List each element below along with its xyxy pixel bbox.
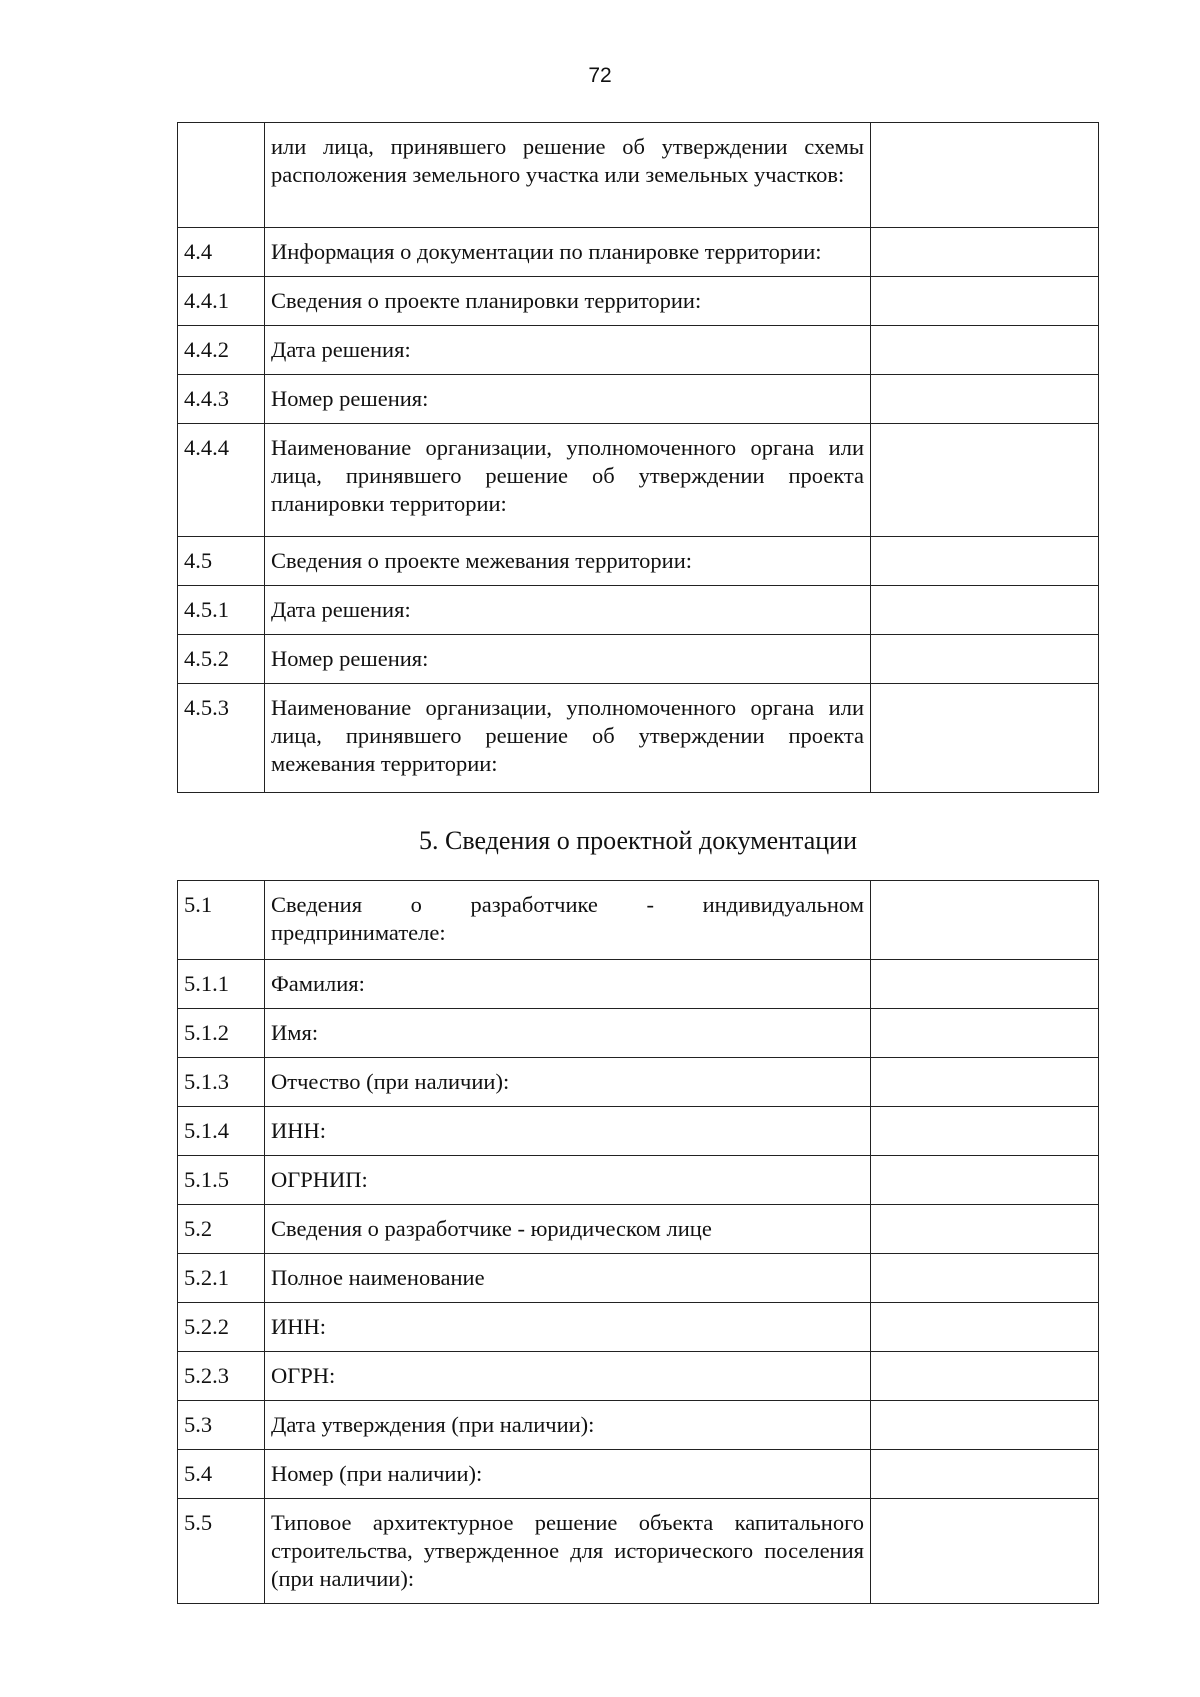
- row-value-cell[interactable]: [871, 1205, 1099, 1254]
- row-label: Дата утверждения (при наличии):: [265, 1401, 871, 1450]
- table-row: [178, 1156, 1099, 1205]
- row-value-cell[interactable]: [871, 684, 1099, 793]
- row-number: 5.4: [178, 1450, 265, 1499]
- table-section-4: [177, 122, 1099, 793]
- row-number: 5.1.5: [178, 1156, 265, 1205]
- table-row: [178, 1058, 1099, 1107]
- table-row: [178, 635, 1099, 684]
- row-number: 5.2.2: [178, 1303, 265, 1352]
- row-label: ОГРНИП:: [265, 1156, 871, 1205]
- row-number: 4.4.4: [178, 424, 265, 537]
- row-number: 5.1.2: [178, 1009, 265, 1058]
- row-label: Номер решения:: [265, 375, 871, 424]
- table-row: [178, 424, 1099, 537]
- table-row: [178, 123, 1099, 228]
- row-value-cell[interactable]: [871, 1401, 1099, 1450]
- table-row: [178, 1254, 1099, 1303]
- row-value-cell[interactable]: [871, 537, 1099, 586]
- row-value-cell[interactable]: [871, 1499, 1099, 1604]
- row-label: Номер (при наличии):: [265, 1450, 871, 1499]
- table-row: [178, 537, 1099, 586]
- table-section-5: [177, 880, 1099, 1604]
- table-row: [178, 1352, 1099, 1401]
- row-number: 5.2.3: [178, 1352, 265, 1401]
- row-label: Сведения о проекте планировки территории:: [265, 277, 871, 326]
- row-label: ИНН:: [265, 1107, 871, 1156]
- row-number: 4.4: [178, 228, 265, 277]
- row-value-cell[interactable]: [871, 1352, 1099, 1401]
- row-number: 4.5.3: [178, 684, 265, 793]
- row-value-cell[interactable]: [871, 228, 1099, 277]
- row-value-cell[interactable]: [871, 326, 1099, 375]
- table-row: [178, 1401, 1099, 1450]
- row-label: Дата решения:: [265, 326, 871, 375]
- row-number: 5.3: [178, 1401, 265, 1450]
- row-value-cell[interactable]: [871, 1156, 1099, 1205]
- row-label: Сведения о разработчике - индивидуальном предпринимателе:: [265, 881, 871, 960]
- table-row: [178, 1303, 1099, 1352]
- table-row: [178, 277, 1099, 326]
- section-title: 5. Сведения о проектной документации: [419, 826, 857, 855]
- row-value-cell[interactable]: [871, 960, 1099, 1009]
- row-value-cell[interactable]: [871, 1254, 1099, 1303]
- row-value-cell[interactable]: [871, 424, 1099, 537]
- row-label: Фамилия:: [265, 960, 871, 1009]
- row-value-cell[interactable]: [871, 123, 1099, 228]
- row-label: Дата решения:: [265, 586, 871, 635]
- table-row: [178, 1499, 1099, 1604]
- row-label: Информация о документации по планировке территории:: [265, 228, 871, 277]
- row-value-cell[interactable]: [871, 1058, 1099, 1107]
- row-number: 4.4.1: [178, 277, 265, 326]
- row-number: 4.4.2: [178, 326, 265, 375]
- row-number: [178, 123, 265, 228]
- row-label: Полное наименование: [265, 1254, 871, 1303]
- row-number: 5.1: [178, 881, 265, 960]
- table-row: [178, 1205, 1099, 1254]
- row-number: 5.5: [178, 1499, 265, 1604]
- row-label: или лица, принявшего решение об утверждении схемы расположения земельного участка или земельных участков:: [265, 123, 871, 228]
- row-label: Наименование организации, уполномоченного органа или лица, принявшего решение об утверждении проекта планировки территории:: [265, 424, 871, 537]
- table-row: [178, 326, 1099, 375]
- row-value-cell[interactable]: [871, 1450, 1099, 1499]
- row-number: 5.2.1: [178, 1254, 265, 1303]
- row-number: 5.2: [178, 1205, 265, 1254]
- row-number: 4.5.1: [178, 586, 265, 635]
- row-label: ИНН:: [265, 1303, 871, 1352]
- row-label: Сведения о разработчике - юридическом лице: [265, 1205, 871, 1254]
- row-label: Сведения о проекте межевания территории:: [265, 537, 871, 586]
- row-value-cell[interactable]: [871, 1107, 1099, 1156]
- table-row: [178, 228, 1099, 277]
- row-number: 4.4.3: [178, 375, 265, 424]
- row-number: 4.5: [178, 537, 265, 586]
- page-number: 72: [588, 64, 612, 87]
- row-label: Отчество (при наличии):: [265, 1058, 871, 1107]
- row-value-cell[interactable]: [871, 375, 1099, 424]
- table-row: [178, 1009, 1099, 1058]
- row-label: Типовое архитектурное решение объекта капитального строительства, утвержденное для исторического поселения (при наличии):: [265, 1499, 871, 1604]
- row-value-cell[interactable]: [871, 1303, 1099, 1352]
- row-number: 5.1.4: [178, 1107, 265, 1156]
- row-value-cell[interactable]: [871, 635, 1099, 684]
- row-number: 5.1.1: [178, 960, 265, 1009]
- row-number: 5.1.3: [178, 1058, 265, 1107]
- table-row: [178, 684, 1099, 793]
- row-label: Номер решения:: [265, 635, 871, 684]
- row-label: Наименование организации, уполномоченного органа или лица, принявшего решение об утверждении проекта межевания территории:: [265, 684, 871, 793]
- row-number: 4.5.2: [178, 635, 265, 684]
- row-label: ОГРН:: [265, 1352, 871, 1401]
- table-row: [178, 375, 1099, 424]
- row-value-cell[interactable]: [871, 1009, 1099, 1058]
- row-value-cell[interactable]: [871, 277, 1099, 326]
- table-row: [178, 960, 1099, 1009]
- row-label: Имя:: [265, 1009, 871, 1058]
- row-value-cell[interactable]: [871, 586, 1099, 635]
- table-row: [178, 586, 1099, 635]
- table-row: [178, 1450, 1099, 1499]
- table-row: [178, 881, 1099, 960]
- table-row: [178, 1107, 1099, 1156]
- row-value-cell[interactable]: [871, 881, 1099, 960]
